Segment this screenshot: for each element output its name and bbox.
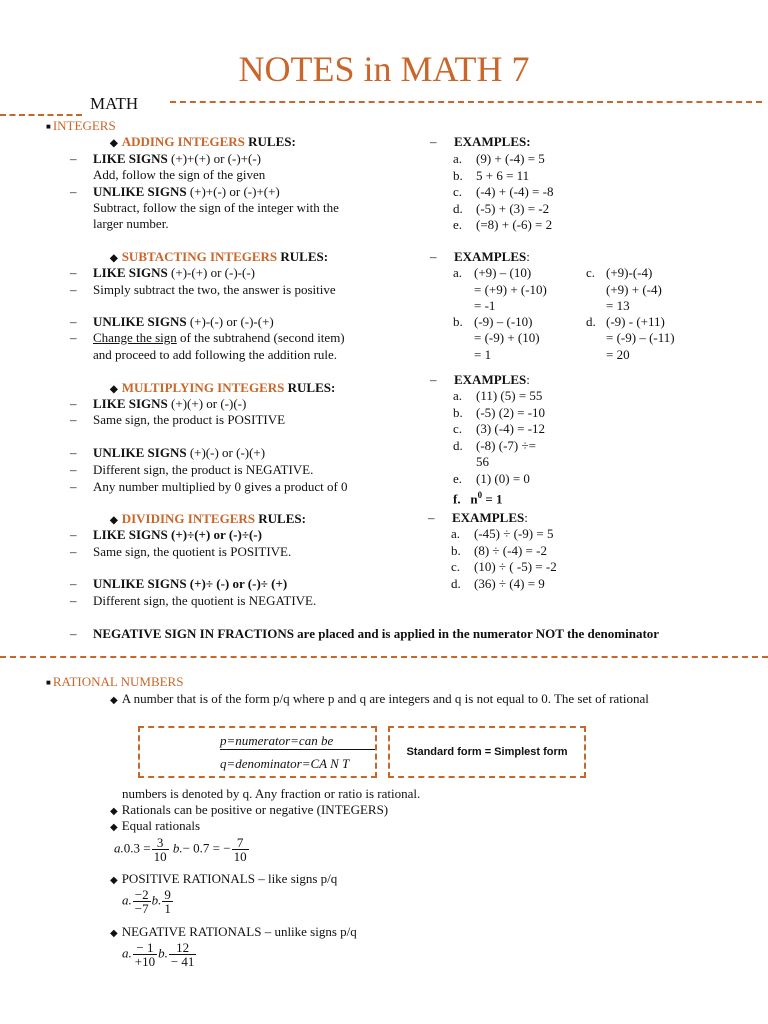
pq-numerator-line: p=numerator=can be [220, 732, 377, 750]
example-letter: a. [453, 388, 463, 403]
adding-like-desc: Add, follow the sign of the given [93, 167, 266, 182]
example-item: (-45) ÷ (-9) = 5 [474, 526, 554, 541]
rational-bullet3: ◆ POSITIVE RATIONALS – like signs p/q [110, 871, 338, 886]
sub-ex-c-1: (+9)-(-4) [606, 265, 653, 280]
sub-ex-a-3: = -1 [474, 298, 496, 313]
integers-heading: ■ INTEGERS [46, 118, 116, 133]
dividing-heading: ◆ DIVIDING INTEGERS RULES: [110, 511, 306, 526]
example-letter: d. [453, 200, 463, 216]
dividing-examples-label: EXAMPLES: [452, 510, 528, 525]
diamond-bullet-icon: ◆ [110, 384, 118, 395]
example-letter: b. [451, 542, 461, 558]
diamond-bullet-icon: ◆ [110, 928, 118, 939]
negative-rationals-example: a. $\frac{- 1}{+10}$ b. $\frac{12}{- 41}$ [122, 940, 195, 969]
section-divider [0, 656, 768, 658]
subtracting-unlike-text: UNLIKE SIGNS (+)-(-) or (-)-(+) [93, 314, 274, 329]
adding-examples-label: EXAMPLES: [454, 134, 531, 149]
diamond-bullet-icon: ◆ [110, 822, 118, 833]
pq-definition-box [138, 726, 377, 778]
multiplying-examples-label: EXAMPLES: [454, 372, 530, 387]
adding-unlike-desc1: Subtract, follow the sign of the integer with the [93, 200, 339, 215]
example-item: (-8) (-7) ÷= [476, 437, 536, 453]
adding-heading: ◆ ADDING INTEGERS RULES: [110, 134, 296, 149]
sub-ex-b-3: = 1 [474, 347, 492, 362]
diamond-bullet-icon: ◆ [110, 515, 118, 526]
sub-ex-d-2: = (-9) – (-11) [606, 330, 675, 345]
math-label: MATH [90, 94, 139, 113]
sub-ex-c-2: (+9) + (-4) [606, 282, 662, 297]
subtracting-unlike-desc2: and proceed to add following the addition rule. [93, 347, 338, 362]
header-divider-left [0, 114, 82, 116]
example-item: (1) (0) = 0 [476, 470, 530, 486]
example-letter: b. [453, 404, 463, 420]
multiplying-like-text: LIKE SIGNS (+)(+) or (-)(-) [93, 396, 247, 411]
example-item: (9) + (-4) = 5 [476, 151, 545, 166]
sub-ex-a-2: = (+9) + (-10) [474, 282, 547, 297]
example-item: (-4) + (-4) = -8 [476, 184, 554, 199]
example-letter: b. [453, 167, 463, 183]
example-letter: c. [453, 421, 463, 436]
example-letter: a. [453, 151, 463, 166]
multiplying-unlike-desc2: Any number multiplied by 0 gives a product of 0 [93, 479, 348, 494]
sub-ex-d-3: = 20 [606, 347, 630, 362]
diamond-bullet-icon: ◆ [110, 138, 118, 149]
subtracting-examples-label: EXAMPLES: [454, 249, 530, 264]
adding-unlike-text: UNLIKE SIGNS (+)+(-) or (-)+(+) [93, 184, 280, 199]
diamond-bullet-icon: ◆ [110, 875, 118, 886]
diamond-bullet-icon: ◆ [110, 695, 118, 706]
example-letter: c. [453, 184, 463, 199]
mul-ex-f: f. $n^0 = 1$ [453, 490, 503, 507]
dividing-unlike-desc: Different sign, the quotient is NEGATIVE. [93, 593, 317, 608]
example-item: (3) (-4) = -12 [476, 421, 546, 436]
sub-ex-b-2: = (-9) + (10) [474, 330, 540, 345]
example-item: (8) ÷ (-4) = -2 [474, 542, 547, 558]
rational-bullet1: ◆ Rationals can be positive or negative (INTEGERS) [110, 802, 389, 817]
example-letter: e. [453, 470, 463, 486]
positive-rationals-example: a. $\frac{-2}{-7}$ b. $\frac{9}{1}$ [122, 887, 171, 916]
subtracting-heading: ◆ SUBTACTING INTEGERS RULES: [110, 249, 329, 264]
square-bullet-icon: ■ [46, 678, 51, 687]
example-letter: d. [451, 575, 461, 591]
sub-ex-c-3: = 13 [606, 298, 630, 313]
example-item: (36) ÷ (4) = 9 [474, 575, 545, 591]
rational-def2: numbers is denoted by q. Any fraction or ratio is rational. [122, 786, 421, 801]
header-divider-right [170, 101, 762, 103]
square-bullet-icon: ■ [46, 122, 51, 131]
adding-like-text: LIKE SIGNS (+)+(+) or (-)+(-) [93, 151, 261, 166]
multiplying-unlike-text: UNLIKE SIGNS (+)(-) or (-)(+) [93, 445, 266, 460]
example-item: 56 [476, 454, 489, 469]
subtracting-unlike-desc1: Change the sign of the subtrahend (second item) [93, 330, 345, 345]
negative-sign-note: NEGATIVE SIGN IN FRACTIONS are placed and is applied in the numerator NOT the denominator [93, 626, 660, 641]
adding-unlike-desc2: larger number. [93, 216, 169, 231]
example-item: (-5) (2) = -10 [476, 404, 546, 420]
example-item: (=8) + (-6) = 2 [476, 217, 553, 232]
dividing-like-desc: Same sign, the quotient is POSITIVE. [93, 544, 292, 559]
equal-rationals-example: a.0.3 = $\frac{3}{10}$ b.− 0.7 = − $\frac{7}{10}$ [114, 835, 247, 864]
dividing-like-text: LIKE SIGNS (+)÷(+) or (-)÷(-) [93, 527, 262, 542]
example-letter: a. [451, 526, 461, 541]
multiplying-unlike-desc1: Different sign, the product is NEGATIVE. [93, 462, 314, 477]
page-title: NOTES in MATH 7 [238, 49, 530, 89]
adding-like: – [70, 151, 77, 166]
rational-bullet2: ◆ Equal rationals [110, 818, 201, 833]
sub-ex-a-1: (+9) – (10) [474, 265, 532, 280]
subtracting-like-desc: Simply subtract the two, the answer is positive [93, 282, 336, 297]
example-item: (11) (5) = 55 [476, 388, 543, 403]
example-item: 5 + 6 = 11 [476, 167, 530, 183]
pq-denominator-line: q=denominator=CA N T [220, 756, 350, 771]
rational-bullet4: ◆ NEGATIVE RATIONALS – unlike signs p/q [110, 924, 357, 939]
multiplying-like-desc: Same sign, the product is POSITIVE [93, 412, 286, 427]
example-letter: d. [453, 437, 463, 453]
standard-form-box: Standard form = Simplest form [388, 726, 586, 778]
diamond-bullet-icon: ◆ [110, 806, 118, 817]
sub-ex-d-1: (-9) - (+11) [606, 314, 665, 329]
subtracting-like-text: LIKE SIGNS (+)-(+) or (-)-(-) [93, 265, 255, 280]
example-item: (10) ÷ ( -5) = -2 [474, 559, 557, 574]
rational-heading: ■ RATIONAL NUMBERS [46, 674, 184, 689]
example-letter: e. [453, 217, 463, 232]
rational-def1: ◆ A number that is of the form p/q where p and q are integers and q is not equal to 0. The set of rational [110, 691, 649, 706]
multiplying-heading: ◆ MULTIPLYING INTEGERS RULES: [110, 380, 336, 395]
sub-ex-b-1: (-9) – (-10) [474, 314, 533, 329]
example-letter: c. [451, 559, 461, 574]
dividing-unlike-text: UNLIKE SIGNS (+)÷ (-) or (-)÷ (+) [93, 576, 288, 591]
diamond-bullet-icon: ◆ [110, 253, 118, 264]
example-item: (-5) + (3) = -2 [476, 200, 550, 216]
